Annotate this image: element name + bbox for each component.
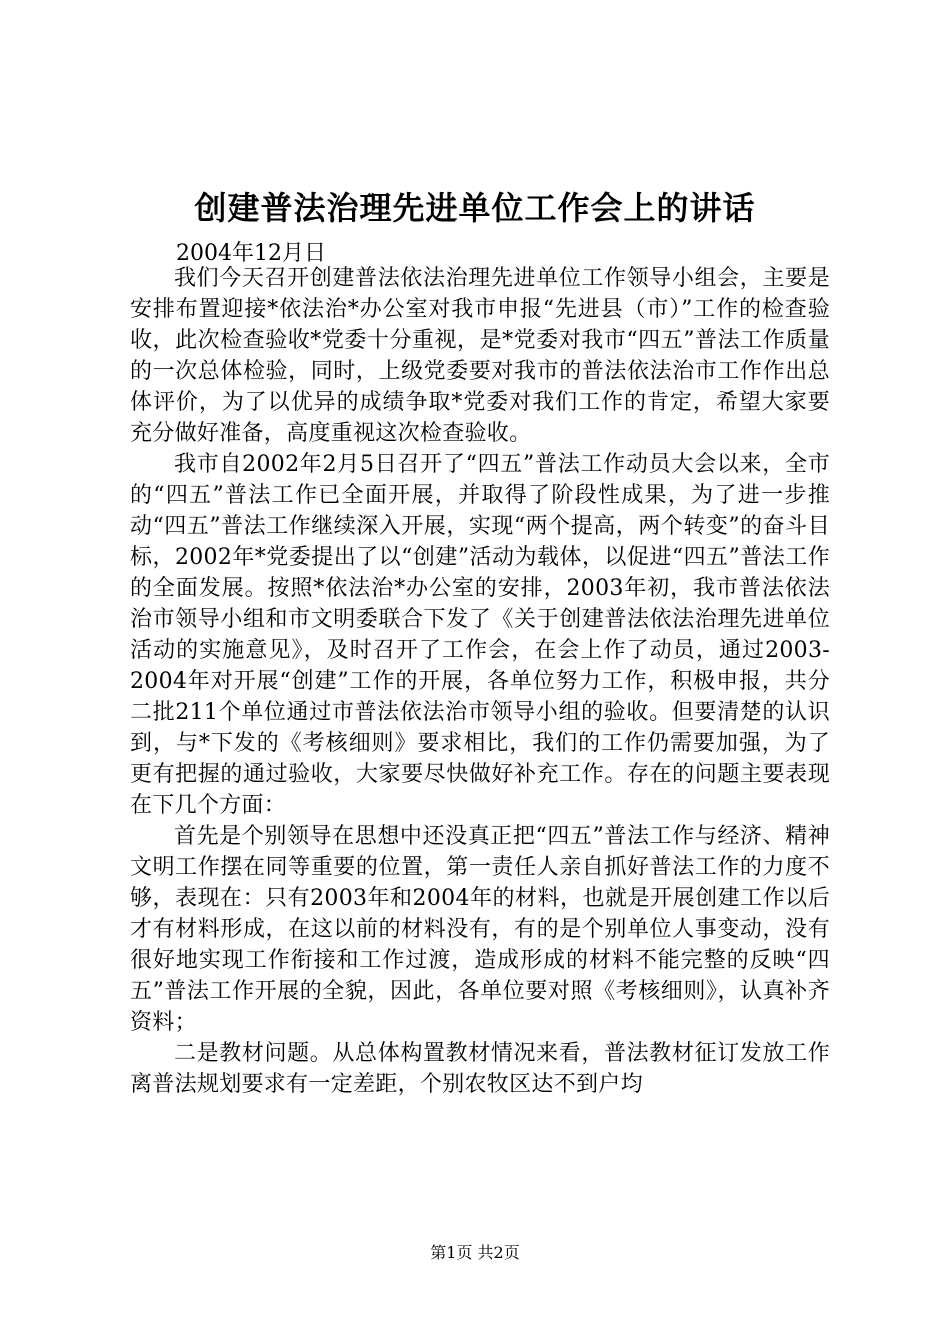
paragraph-3: 首先是个别领导在思想中还没真正把“四五”普法工作与经济、精神文明工作摆在同等重要的位置，第一责任人亲自抓好普法工作的力度不够，表现在：只有2003年和2004年的材料，也就是开展创建工作以后才有材料形成，在这以前的材料没有，有的是个别单位人事变动，没有很好地实现工作衔接和工作过渡，造成形成的材料不能完整的反映“四五”普法工作开展的全貌，因此，各单位要对照《考核细则》，认真补齐资料； — [130, 824, 830, 1035]
document-title: 创建普法治理先进单位工作会上的讲话 — [194, 189, 756, 227]
paragraph-4: 二是教材问题。从总体构置教材情况来看，普法教材征订发放工作离普法规划要求有一定差距，个别农牧区达不到户均 — [130, 1041, 830, 1097]
paragraph-2: 我市自2002年2月5日召开了“四五”普法工作动员大会以来，全市的“四五”普法工作已全面开展，并取得了阶段性成果，为了进一步推动“四五”普法工作继续深入开展，实现“两个提高，两个转变”的奋斗目标，2002年*党委提出了以“创建”活动为载体，以促进“四五”普法工作的全面发展。按照*依法治*办公室的安排，2003年初，我市普法依法治市领导小组和市文明委联合下发了《关于创建普法依法治理先进单位活动的实施意见》，及时召开了工作会，在会上作了动员，通过2003-2004年对开展“创建”工作的开展，各单位努力工作，积极申报，共分二批211个单位通过市普法依法治市领导小组的验收。但要清楚的认识到，与*下发的《考核细则》要求相比，我们的工作仍需要加强，为了更有把握的通过验收，大家要尽快做好补充工作。存在的问题主要表现在下几个方面： — [130, 452, 830, 818]
paragraph-1: 我们今天召开创建普法依法治理先进单位工作领导小组会，主要是安排布置迎接*依法治*办公室对我市申报“先进县（市）”工作的检查验收，此次检查验收*党委十分重视，是*党委对我市“四五”普法工作质量的一次总体检验，同时，上级党委要对我市的普法依法治市工作作出总体评价，为了以优异的成绩争取*党委对我们工作的肯定，希望大家要充分做好准备，高度重视这次检查验收。 — [130, 266, 830, 446]
document-date: 2004年12月日 — [176, 241, 326, 266]
page-footer: 第1页 共2页 — [430, 1243, 520, 1262]
document-body — [130, 263, 830, 1100]
